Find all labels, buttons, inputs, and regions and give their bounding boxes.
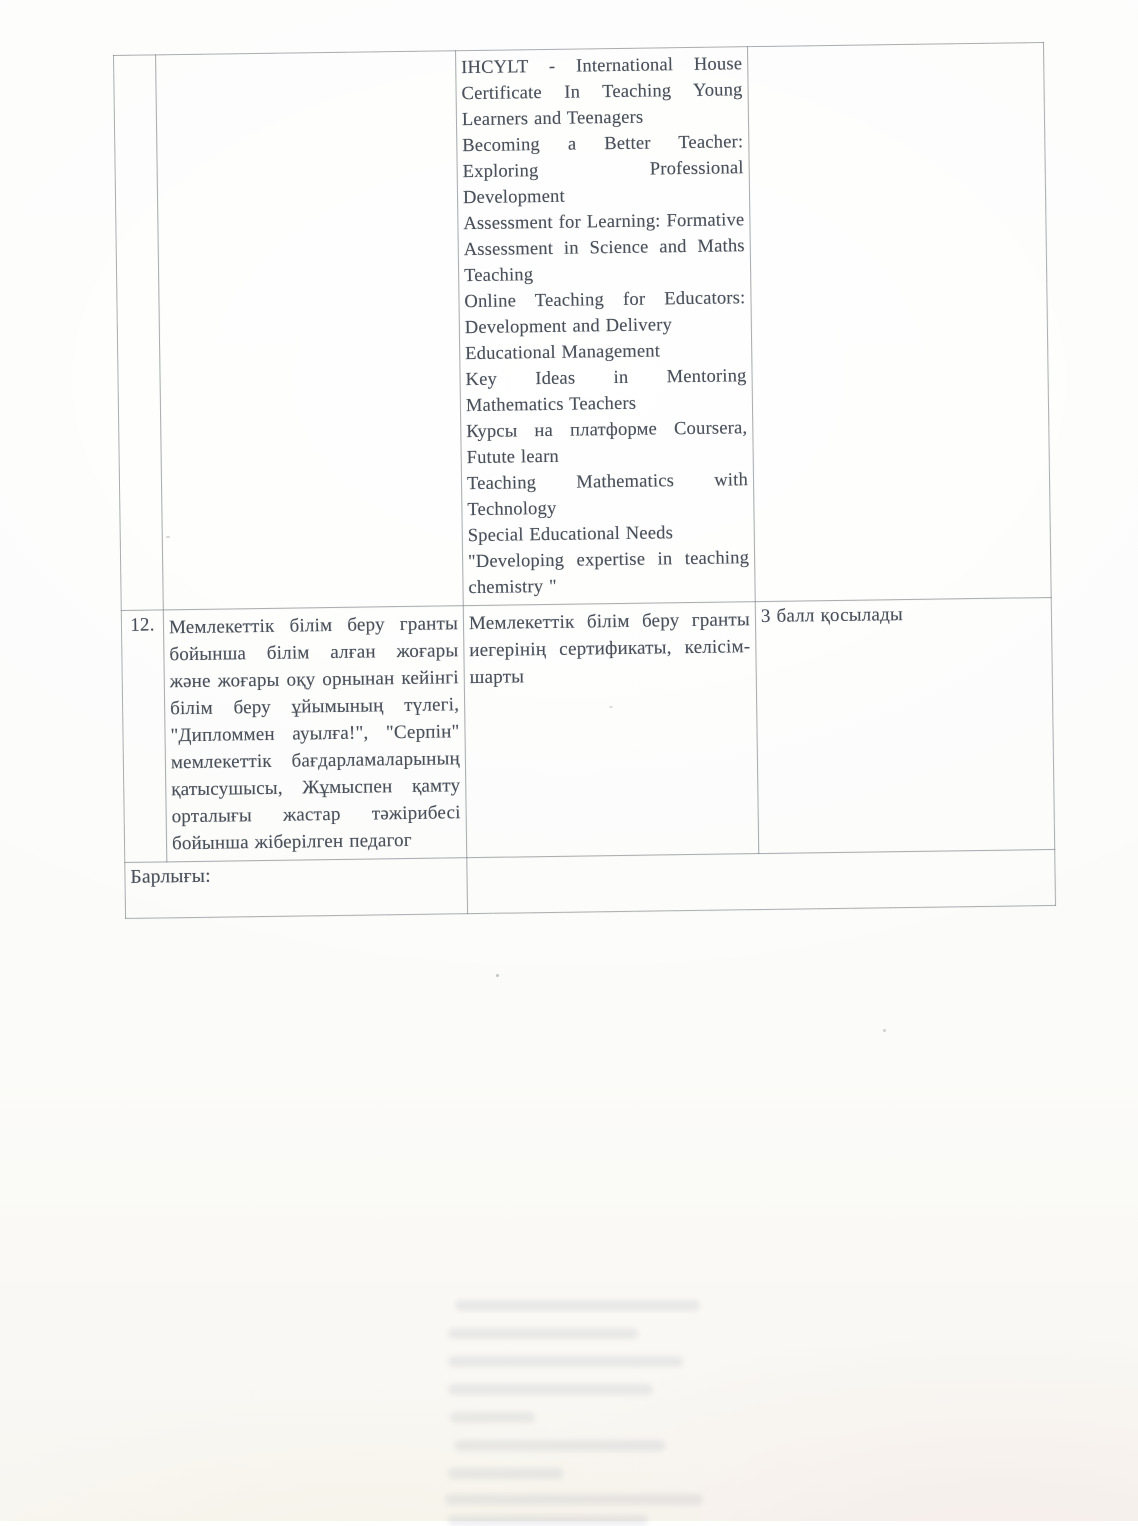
course-item: Teaching Mathematics with Technology — [466, 470, 749, 521]
cell-course-list — [455, 47, 755, 606]
bleedthrough-line — [448, 1356, 683, 1367]
row-confirmation-cell — [463, 602, 758, 858]
table-row-12 — [121, 597, 1054, 862]
course-item: Becoming a Better Teacher: Exploring Professional Development — [462, 132, 744, 209]
course-item: IHCYLT - International House Certificate In Teaching Young Learners and Teenagers — [461, 54, 743, 131]
bleedthrough-line — [450, 1412, 535, 1423]
table-row-continuation — [114, 43, 1052, 611]
row-points-cell: 3 балл қосылады — [755, 597, 1054, 853]
bleedthrough-line — [448, 1468, 563, 1479]
bleedthrough-line — [455, 1300, 700, 1311]
total-value-empty — [467, 849, 1056, 913]
criteria-table — [113, 42, 1056, 919]
scan-speck — [883, 1029, 886, 1032]
bleedthrough-line — [448, 1384, 653, 1395]
cell-points-empty — [747, 43, 1051, 602]
bleedthrough-line — [448, 1328, 638, 1339]
course-item: Курсы на платформе Coursera, Futute learn — [466, 418, 748, 469]
total-label: Барлығы: — [125, 858, 468, 919]
scan-speck — [166, 536, 170, 538]
row-number: 12. — [121, 610, 167, 863]
course-item: Online Teaching for Educators: Development and Delivery — [464, 288, 746, 339]
criteria-text: Мемлекеттік білім беру гранты бойынша білім алған жоғары және жоғары оқу орнынан кейінгі білім беру ұйымының түлегі, "Дипломмен ауылға!", "Серпін" мемлекеттік бағдарламаларының қатысушысы, Жұмыспен қамту орталығы жастар тәжірибесі бойынша жіберілген педагог — [168, 613, 461, 855]
table-row-total — [125, 849, 1056, 918]
course-item: "Developing expertise in teaching chemistry " — [467, 548, 750, 599]
course-item: Assessment for Learning: Formative Assessment in Science and Maths Teaching — [463, 210, 745, 287]
scan-speck — [609, 706, 613, 708]
table-rotation-wrap — [113, 42, 1056, 919]
bleedthrough-line — [455, 1440, 665, 1451]
confirmation-text: Мемлекеттік білім беру гранты иегерінің сертификаты, келісім-шарты — [468, 609, 751, 689]
cell-criteria-empty — [156, 51, 464, 610]
course-item: Key Ideas in Mentoring Mathematics Teachers — [465, 366, 747, 417]
course-item: Special Educational Needs — [467, 523, 674, 547]
bleedthrough-line — [445, 1494, 703, 1505]
row-criteria-cell — [163, 606, 466, 862]
course-item: Educational Management — [465, 341, 661, 365]
scan-speck — [496, 974, 499, 977]
